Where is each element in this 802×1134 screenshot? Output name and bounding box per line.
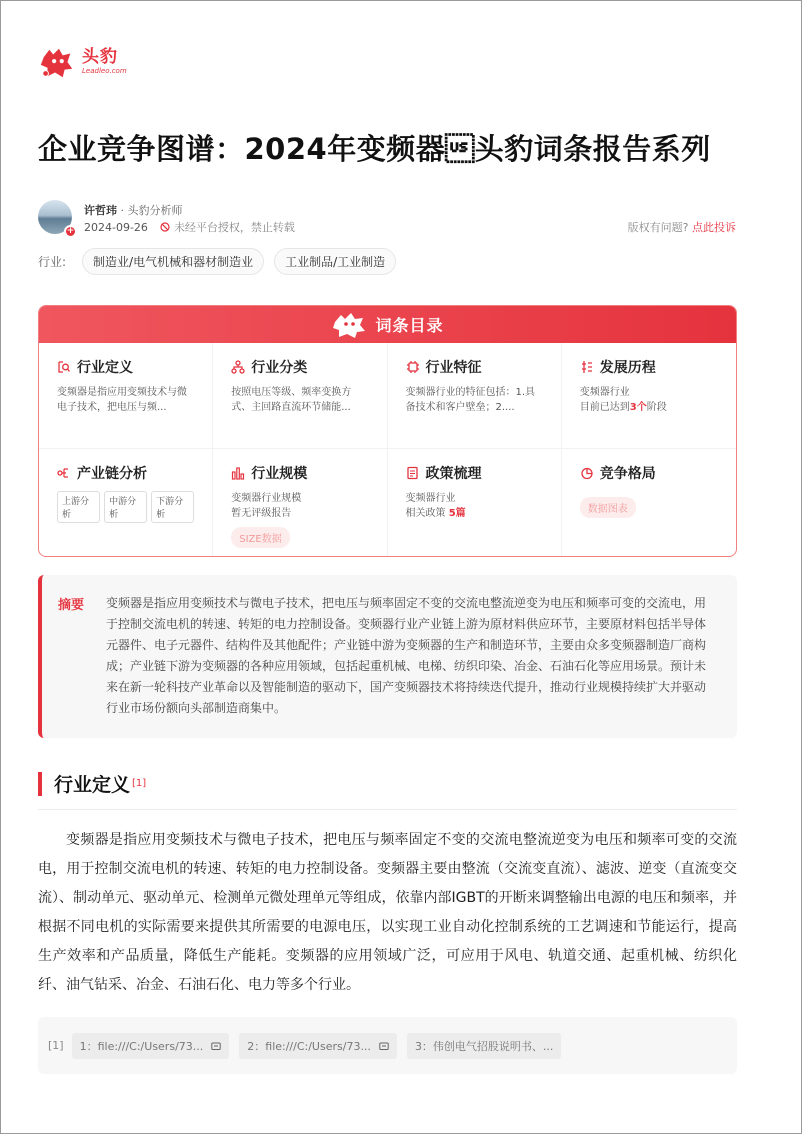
hierarchy-icon <box>231 360 245 374</box>
repost-notice <box>160 219 295 235</box>
toc-item-title: 产业链分析 <box>77 466 147 482</box>
reference-chip[interactable] <box>239 1033 397 1059</box>
copyright-question: 版权有问题? <box>627 221 689 234</box>
chart-data-pill[interactable]: 数据图表 <box>580 497 636 518</box>
toc-item-value-chain[interactable] <box>39 449 213 557</box>
copy-icon[interactable] <box>379 1041 389 1051</box>
avatar[interactable] <box>38 200 75 236</box>
history-count: 3个 <box>629 402 647 413</box>
size-data-pill[interactable]: SIZE数据 <box>231 527 289 548</box>
timeline-icon <box>580 360 594 374</box>
author-name[interactable]: 许哲玮 <box>84 204 117 217</box>
reference-chip[interactable] <box>407 1033 562 1059</box>
history-line-1: 变频器行业 <box>579 387 630 398</box>
brand-name: 头豹 <box>82 47 118 67</box>
toc-item-title: 政策梳理 <box>425 466 482 482</box>
reference-text: 1：file:///C:/Users/73... <box>79 1039 204 1053</box>
toc-item-title: 竞争格局 <box>599 466 656 482</box>
policy-line-1: 变频器行业 <box>405 493 456 504</box>
industry-row <box>38 248 406 275</box>
policy-pre: 相关政策 <box>405 508 446 519</box>
ban-icon <box>160 222 170 232</box>
toc-title: 词条目录 <box>375 316 444 335</box>
repost-notice-text: 未经平台授权，禁止转载 <box>173 221 295 234</box>
section-heading <box>38 770 146 797</box>
pie-chart-icon <box>580 466 594 480</box>
toc-item-market-size[interactable] <box>213 449 387 557</box>
midstream-tag[interactable]: 中游分析 <box>104 491 147 523</box>
policy-line-2 <box>406 506 543 521</box>
section-divider <box>38 809 737 810</box>
leopard-mascot-icon <box>331 310 369 340</box>
publish-date: 2024-09-26 <box>84 220 148 234</box>
toc-item-title: 行业规模 <box>251 466 308 482</box>
history-post: 阶段 <box>646 402 667 413</box>
toc-item-features[interactable] <box>388 343 562 449</box>
history-pre: 目前已达到 <box>579 402 630 413</box>
author-line <box>84 202 183 218</box>
chain-tags <box>57 491 194 523</box>
search-doc-icon <box>57 360 71 374</box>
toc-item-title: 发展历程 <box>599 360 656 376</box>
history-line-2 <box>580 400 718 415</box>
toc-panel <box>38 305 737 557</box>
reference-text: 2：file:///C:/Users/73... <box>247 1039 371 1053</box>
section-body: 变频器是指应用变频技术与微电子技术，把电压与频率固定不变的交流电整流逆变为电压和频率可变的交流电，用于控制交流电机的转速、转矩的电力控制设备。变频器主要由整流（交流变直流）、滤波、逆变（直流变交流）、制动单元、驱动单元、检测单元微处理单元等组成，依靠内部IGBT的开断来调整输出电源的电压和频率，并根据不同电机的实际需要来提供其所需要的电源电压，以实现工业自动化控制系统的工艺调速和节能运行，提高生产效率和产品质量，降低生产能耗。变频器的应用领域广泛，可应用于风电、轨道交通、起重机械、纺织化纤、油气钻采、冶金、石油石化、电力等多个行业。 <box>38 832 737 993</box>
summary-box <box>38 575 737 738</box>
toc-item-desc <box>231 491 368 521</box>
leopard-logo-icon <box>38 44 76 82</box>
toc-item-desc: 变频器是指应用变频技术与微电子技术，把电压与频... <box>57 387 187 413</box>
summary-text: 变频器是指应用变频技术与微电子技术，把电压与频率固定不变的交流电整流逆变为电压和频率可变的交流电，用于控制交流电机的转速、转矩的电力控制设备。变频器行业产业链上游为原材料供应环节，主要原材料包括半导体元器件、电子元器件、结构件及其他配件；产业链中游为变频器的生产和制造环节，主要由众多变频器制造厂商构成；产业链下游为变频器的各种应用领域，包括起重机械、电梯、纺织印染、冶金、石油石化等应用场景。预计未来在新一轮科技产业革命以及智能制造的驱动下，国产变频器技术将持续迭代提升，推动行业规模持续扩大并驱动行业市场份额向头部制造商集中。 <box>106 596 707 715</box>
size-line-1: 变频器行业规模 <box>231 493 302 504</box>
chip-icon <box>406 360 420 374</box>
toc-item-desc: 变频器行业的特征包括：1.具备技术和客户壁垒；2.... <box>405 387 536 413</box>
report-link[interactable]: 点此投诉 <box>692 221 736 234</box>
references-box <box>38 1017 737 1074</box>
page-title: 企业竞争图谱：2024年变频器 头豹词条报告系列 <box>38 132 711 166</box>
toc-grid <box>39 343 736 557</box>
toc-header <box>39 306 736 343</box>
toc-item-title: 行业定义 <box>77 360 133 376</box>
reference-index: [1] <box>48 1039 64 1052</box>
section-accent-bar <box>38 772 42 796</box>
industry-label: 行业: <box>38 255 67 269</box>
copy-icon[interactable] <box>211 1041 221 1051</box>
policy-doc-icon <box>406 466 420 480</box>
downstream-tag[interactable]: 下游分析 <box>151 491 194 523</box>
summary-label: 摘要 <box>58 598 85 613</box>
toc-item-competition[interactable] <box>562 449 736 557</box>
toc-item-policy[interactable] <box>388 449 562 557</box>
toc-item-desc <box>406 491 543 521</box>
policy-count: 5篇 <box>448 508 466 519</box>
reference-text: 3：伟创电气招股说明书、... <box>414 1039 554 1053</box>
reference-chip[interactable] <box>72 1033 230 1059</box>
industry-tag[interactable]: 工业制品/工业制造 <box>274 248 396 275</box>
brand-logo[interactable] <box>38 44 127 82</box>
copyright-line <box>628 219 736 235</box>
toc-item-definition[interactable] <box>39 343 213 449</box>
size-line-2: 暂无评级报告 <box>231 508 292 519</box>
bar-chart-icon <box>231 466 245 480</box>
author-role: · 头豹分析师 <box>120 204 183 217</box>
toc-item-title: 行业分类 <box>251 360 308 376</box>
toc-item-desc <box>580 385 718 415</box>
section-title: 行业定义 <box>54 774 131 796</box>
footnote-marker[interactable]: [1] <box>132 778 147 789</box>
upstream-tag[interactable]: 上游分析 <box>57 491 100 523</box>
toc-item-desc: 按照电压等级、频率变换方式、主回路直流环节储能... <box>231 387 352 413</box>
chain-flow-icon <box>57 466 71 480</box>
toc-item-classification[interactable] <box>213 343 387 449</box>
verified-badge-icon: + <box>64 225 77 238</box>
industry-tag[interactable]: 制造业/电气机械和器材制造业 <box>82 248 264 275</box>
brand-url: Leadleo.com <box>82 67 127 75</box>
meta-line <box>84 219 295 235</box>
toc-item-history[interactable] <box>562 343 736 449</box>
toc-item-title: 行业特征 <box>425 360 482 376</box>
